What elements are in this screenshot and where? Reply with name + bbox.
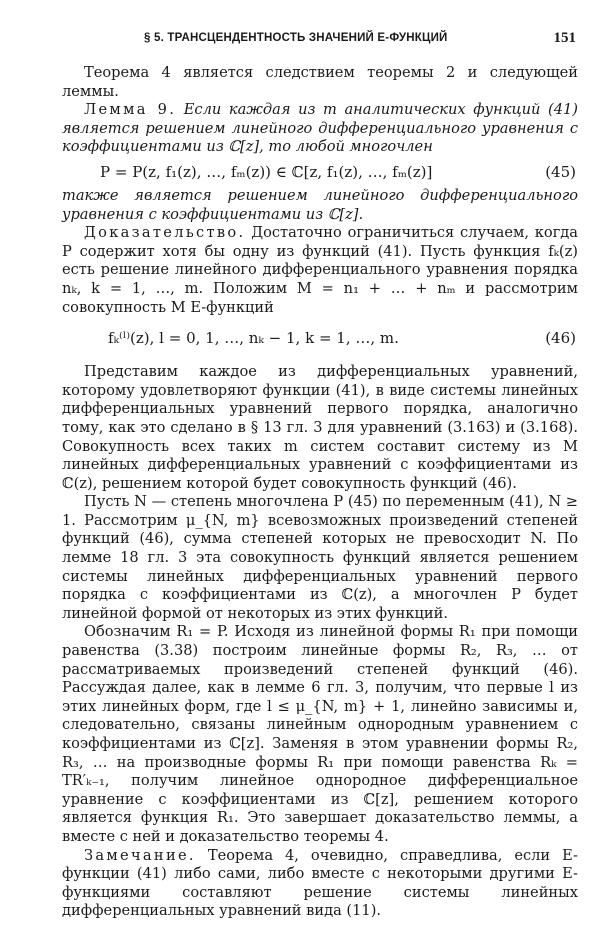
- remark-text: Теорема 4, очевидно, справедлива, если E-функции (41) либо сами, либо вместе с некоторыми другими E-функциями составляют решение системы линейных дифференциальных уравнений вида (11).: [62, 846, 578, 920]
- lemma-statement: Если каждая из m аналитических функций (41) является решением линейного дифференциального уравнения с коэффициентами из ℂ[z], то любой многочлен: [62, 101, 578, 156]
- proof-text: Достаточно ограничиться случаем, когда P содержит хотя бы одну из функций (41). Пусть функция fₖ(z) есть решение линейного дифференциального уравнения порядка nₖ, k = 1, …, m. Положим M = n₁ + … + nₘ и рассмотрим совокупность M E-функций: [62, 224, 578, 316]
- formula-45-number: (45): [545, 162, 576, 181]
- paragraph-theorem4: Теорема 4 является следствием теоремы 2 и следующей леммы.: [62, 64, 578, 100]
- remark-label: Замечание.: [84, 846, 196, 864]
- proof: [62, 224, 578, 317]
- page-number: 151: [553, 30, 576, 46]
- proof-label: Доказательство.: [84, 224, 246, 242]
- page-body: [62, 64, 578, 921]
- formula-46-expression: fₖ⁽ˡ⁾(z), l = 0, 1, …, nₖ − 1, k = 1, …, m.: [108, 328, 399, 347]
- formula-45-expression: P = P(z, f₁(z), …, fₘ(z)) ∈ ℂ[z, f₁(z), …, fₘ(z)]: [100, 162, 433, 181]
- paragraph-denote: Обозначим R₁ = P. Исходя из линейной формы R₁ при помощи равенства (3.38) построим линейные формы R₂, R₃, … от рассматриваемых произведений степеней функций (46). Рассуждая далее, как в лемме 6 гл. 3, получим, что первые l из этих линейных форм, где l ≤ μ_{N, m} + 1, линейно зависимы и, следовательно, связаны линейным однородным уравнением с коэффициентами из ℂ[z]. Заменяя в этом уравнении формы R₂, R₃, … на производные формы R₁ при помощи равенства Rₖ = TR′ₖ₋₁, получим линейное однородное дифференциальное уравнение с коэффициентами из ℂ[z], решением которого является функция R₁. Это завершает доказательство леммы, а вместе с ней и доказательство теоремы 4.: [62, 623, 578, 845]
- page-header: [62, 30, 578, 50]
- formula-45: [62, 159, 578, 185]
- formula-46: [62, 325, 578, 351]
- lemma-9: [62, 101, 578, 157]
- running-head: § 5. ТРАНСЦЕНДЕНТНОСТЬ ЗНАЧЕНИЙ E-ФУНКЦИЙ: [144, 32, 448, 44]
- lemma-label: Лемма 9.: [84, 101, 177, 119]
- lemma-statement-continued: также является решением линейного дифференциального уравнения с коэффициентами из ℂ[z].: [62, 186, 578, 223]
- remark: [62, 847, 578, 921]
- formula-46-number: (46): [545, 328, 576, 347]
- paragraph-degree: Пусть N — степень многочлена P (45) по переменным (41), N ≥ 1. Рассмотрим μ_{N, m} всевозможных произведений степеней функций (46), сумма степеней которых не превосходит N. По лемме 18 гл. 3 эта совокупность функций является решением системы линейных дифференциальных уравнений первого порядка с коэффициентами из ℂ(z), а многочлен P будет линейной формой от некоторых из этих функций.: [62, 493, 578, 622]
- paragraph-represent: Представим каждое из дифференциальных уравнений, которому удовлетворяют функции (41), в виде системы линейных дифференциальных уравнений первого порядка, аналогично тому, как это сделано в § 13 гл. 3 для уравнений (3.163) и (3.168). Совокупность всех таких m систем составит систему из M линейных дифференциальных уравнений с коэффициентами из ℂ(z), решением которой будет совокупность функций (46).: [62, 363, 578, 492]
